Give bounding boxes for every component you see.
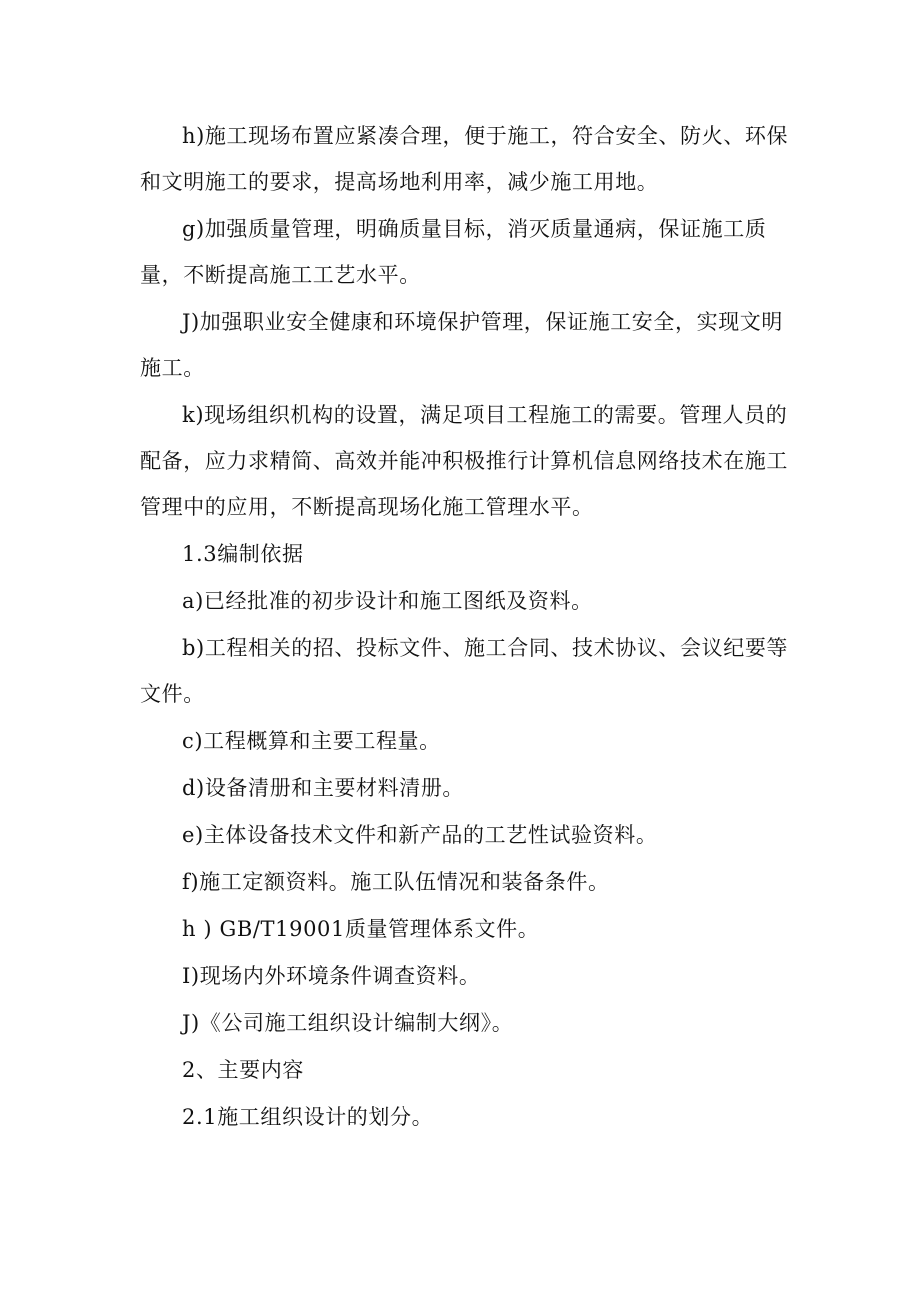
basis-item-e: e)主体设备技术文件和新产品的工艺性试验资料。 [182, 823, 658, 847]
basis-item-a: a)已经批准的初步设计和施工图纸及资料。 [182, 589, 593, 613]
section-heading-main-content: 2、主要内容 [182, 1058, 304, 1082]
subsection-heading-division: 2.1施工组织设计的划分。 [182, 1105, 434, 1129]
paragraph-quality-management: g)加强质量管理，明确质量目标，消灭质量通病，保证施工质量，不断提高施工工艺水平。 [140, 217, 767, 287]
document-body [140, 113, 792, 1141]
section-heading-basis: 1.3编制依据 [182, 542, 304, 566]
basis-item-j: J)《公司施工组织设计编制大纲》。 [182, 1011, 514, 1035]
basis-item-b: b)工程相关的招、投标文件、施工合同、技术协议、会议纪要等文件。 [140, 636, 789, 706]
basis-item-h: h ) GB/T19001质量管理体系文件。 [182, 917, 540, 941]
paragraph-organization: k)现场组织机构的设置，满足项目工程施工的需要。管理人员的配备，应力求精简、高效并能冲积极推行计算机信息网络技术在施工管理中的应用，不断提高现场化施工管理水平。 [140, 403, 788, 519]
basis-item-f: f)施工定额资料。施工队伍情况和装备条件。 [182, 870, 610, 894]
paragraph-safety-health: J)加强职业安全健康和环境保护管理，保证施工安全，实现文明施工。 [140, 310, 784, 380]
basis-item-i: I)现场内外环境条件调查资料。 [182, 964, 481, 988]
basis-item-d: d)设备清册和主要材料清册。 [182, 776, 465, 800]
paragraph-site-layout: h)施工现场布置应紧凑合理，便于施工，符合安全、防火、环保和文明施工的要求，提高场地利用率，减少施工用地。 [140, 124, 789, 194]
basis-item-c: c)工程概算和主要工程量。 [182, 729, 441, 753]
